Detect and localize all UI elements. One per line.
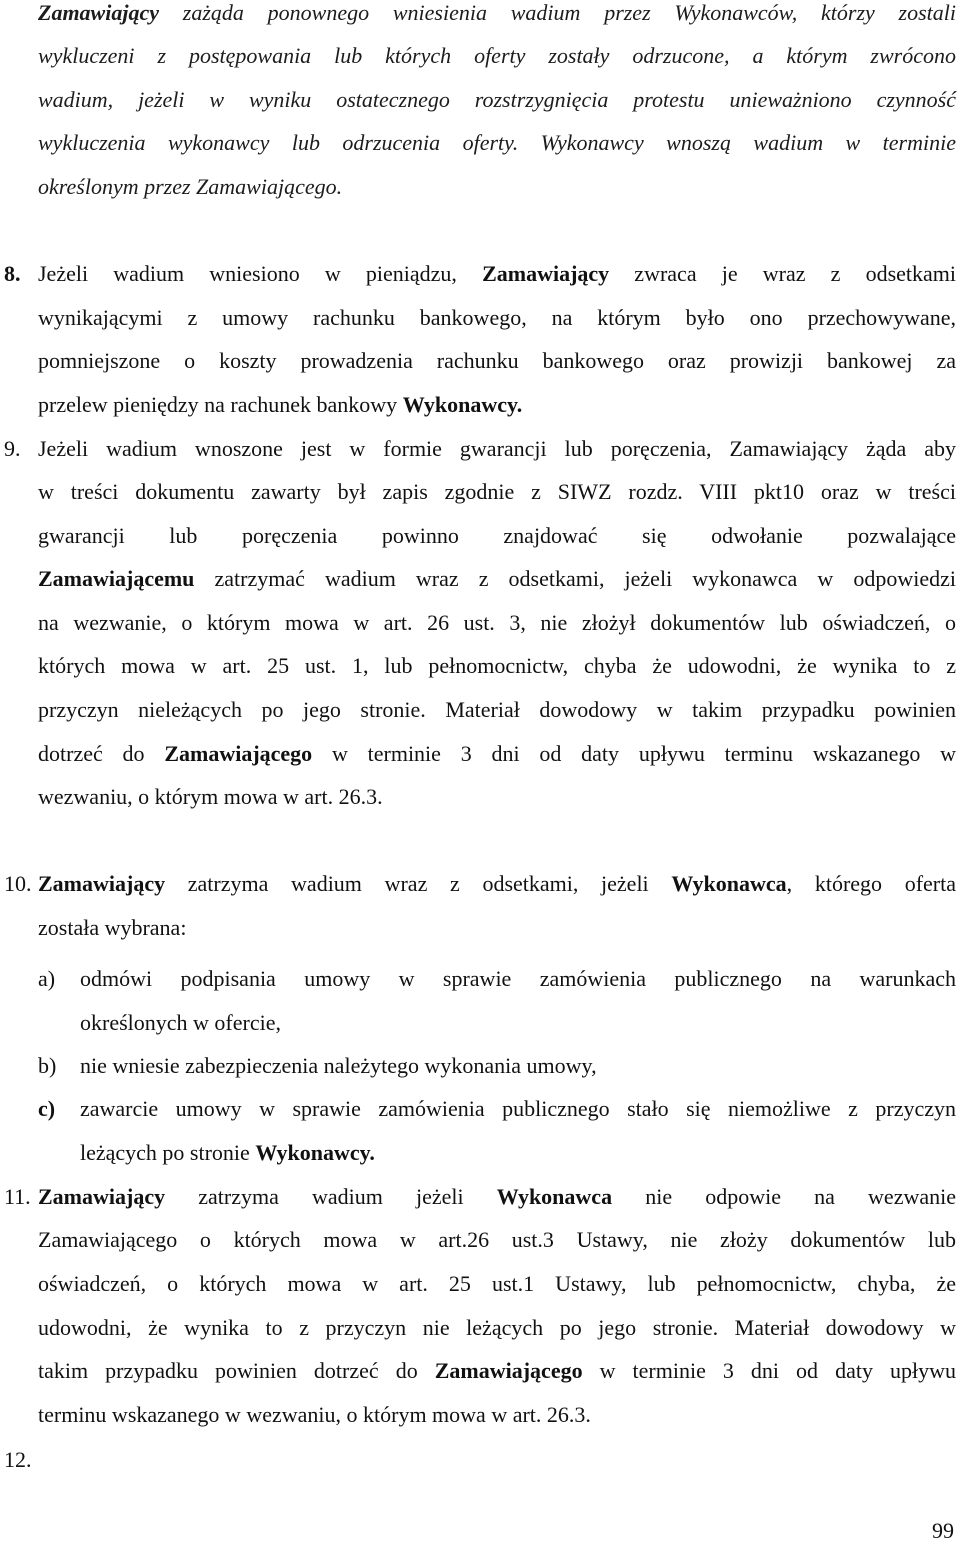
bold-term: Wykonawcy. bbox=[255, 1140, 375, 1165]
text-line: gwarancji lub poręczenia powinno znajdować się odwołanie pozwalające bbox=[38, 523, 956, 548]
text-line: przelew pieniędzy na rachunek bankowy Wykonawcy. bbox=[38, 392, 523, 417]
bold-term: Zamawiający bbox=[38, 1184, 166, 1209]
text-line: została wybrana: bbox=[38, 915, 187, 940]
bold-term: Zamawiającego bbox=[434, 1358, 583, 1383]
text-line: leżących po stronie Wykonawcy. bbox=[80, 1140, 375, 1165]
text-line: których mowa w art. 25 ust. 1, lub pełnomocnictw, chyba że udowodni, że wynika to z bbox=[38, 653, 956, 678]
text-line: takim przypadku powinien dotrzeć do Zamawiającego w terminie 3 dni od daty upływu bbox=[38, 1358, 956, 1383]
bold-term: Zamawiający bbox=[482, 261, 610, 286]
text-line: dotrzeć do Zamawiającego w terminie 3 dni od daty upływu terminu wskazanego w bbox=[38, 741, 957, 766]
item-number-8: 8. bbox=[4, 261, 21, 286]
text-line: pomniejszone o koszty prowadzenia rachunku bankowego oraz prowizji bankowej za bbox=[38, 348, 956, 373]
text-line: Zamawiającego o których mowa w art.26 ust.3 Ustawy, nie złoży dokumentów lub bbox=[38, 1227, 956, 1252]
text-line: przyczyn nieleżących po jego stronie. Materiał dowodowy w takim przypadku powinien bbox=[38, 697, 956, 722]
text-line: Zamawiający zażąda ponownego wniesienia wadium przez Wykonawców, którzy zostali bbox=[38, 0, 956, 25]
bold-term: Zamawiający bbox=[38, 871, 166, 896]
bold-term: Wykonawcy. bbox=[402, 392, 523, 417]
text-line: na wezwanie, o którym mowa w art. 26 ust. 3, nie złożył dokumentów lub oświadczeń, o bbox=[38, 610, 956, 635]
text-line: Zamawiający zatrzyma wadium wraz z odsetkami, jeżeli Wykonawca, którego oferta bbox=[38, 871, 956, 896]
bold-term: Zamawiającemu bbox=[38, 566, 195, 591]
text-line: wadium, jeżeli w wyniku ostatecznego rozstrzygnięcia protestu unieważniono czynność bbox=[38, 87, 956, 112]
text-line: Zamawiającemu zatrzymać wadium wraz z odsetkami, jeżeli wykonawca w odpowiedzi bbox=[38, 566, 956, 591]
bold-term: Zamawiającego bbox=[164, 741, 313, 766]
text-line: Jeżeli wadium wnoszone jest w formie gwarancji lub poręczenia, Zamawiający żąda aby bbox=[38, 436, 956, 461]
bold-term: Wykonawca bbox=[671, 871, 787, 896]
text-line: zawarcie umowy w sprawie zamówienia publicznego stało się niemożliwe z przyczyn bbox=[80, 1096, 956, 1121]
bold-term: Wykonawca bbox=[496, 1184, 613, 1209]
text-line: wykluczenia wykonawcy lub odrzucenia oferty. Wykonawcy wnoszą wadium w terminie bbox=[38, 130, 956, 155]
subitem-label-a: a) bbox=[38, 966, 56, 991]
text-line: terminu wskazanego w wezwaniu, o którym mowa w art. 26.3. bbox=[38, 1402, 591, 1427]
text-line: określonych w ofercie, bbox=[80, 1010, 281, 1035]
item-number-10: 10. bbox=[4, 871, 32, 896]
text-line: nie wniesie zabezpieczenia należytego wykonania umowy, bbox=[80, 1053, 597, 1078]
text-line: wykluczeni z postępowania lub których oferty zostały odrzucone, a którym zwrócono bbox=[38, 43, 956, 68]
page-number: 99 bbox=[932, 1518, 954, 1543]
text-line: określonym przez Zamawiającego. bbox=[38, 174, 343, 199]
text-line: odmówi podpisania umowy w sprawie zamówienia publicznego na warunkach bbox=[80, 966, 956, 991]
subitem-label-c: c) bbox=[38, 1096, 56, 1121]
bold-term: Zamawiający bbox=[38, 0, 159, 25]
item-number-11: 11. bbox=[4, 1184, 31, 1209]
item-number-9: 9. bbox=[4, 436, 21, 461]
text-line: udowodni, że wynika to z przyczyn nie leżących po jego stronie. Materiał dowodowy w bbox=[38, 1315, 956, 1340]
subitem-label-b: b) bbox=[38, 1053, 57, 1078]
text-line: oświadczeń, o których mowa w art. 25 ust.1 Ustawy, lub pełnomocnictw, chyba, że bbox=[38, 1271, 956, 1296]
text-line: wynikającymi z umowy rachunku bankowego, na którym było ono przechowywane, bbox=[38, 305, 956, 330]
text-line: w treści dokumentu zawarty był zapis zgodnie z SIWZ rozdz. VIII pkt10 oraz w treści bbox=[38, 479, 956, 504]
text-line: Zamawiający zatrzyma wadium jeżeli Wykonawca nie odpowie na wezwanie bbox=[38, 1184, 956, 1209]
text-line: wezwaniu, o którym mowa w art. 26.3. bbox=[38, 784, 383, 809]
item-number-12: 12. bbox=[4, 1447, 32, 1472]
text-line: Jeżeli wadium wniesiono w pieniądzu, Zamawiający zwraca je wraz z odsetkami bbox=[38, 261, 956, 286]
